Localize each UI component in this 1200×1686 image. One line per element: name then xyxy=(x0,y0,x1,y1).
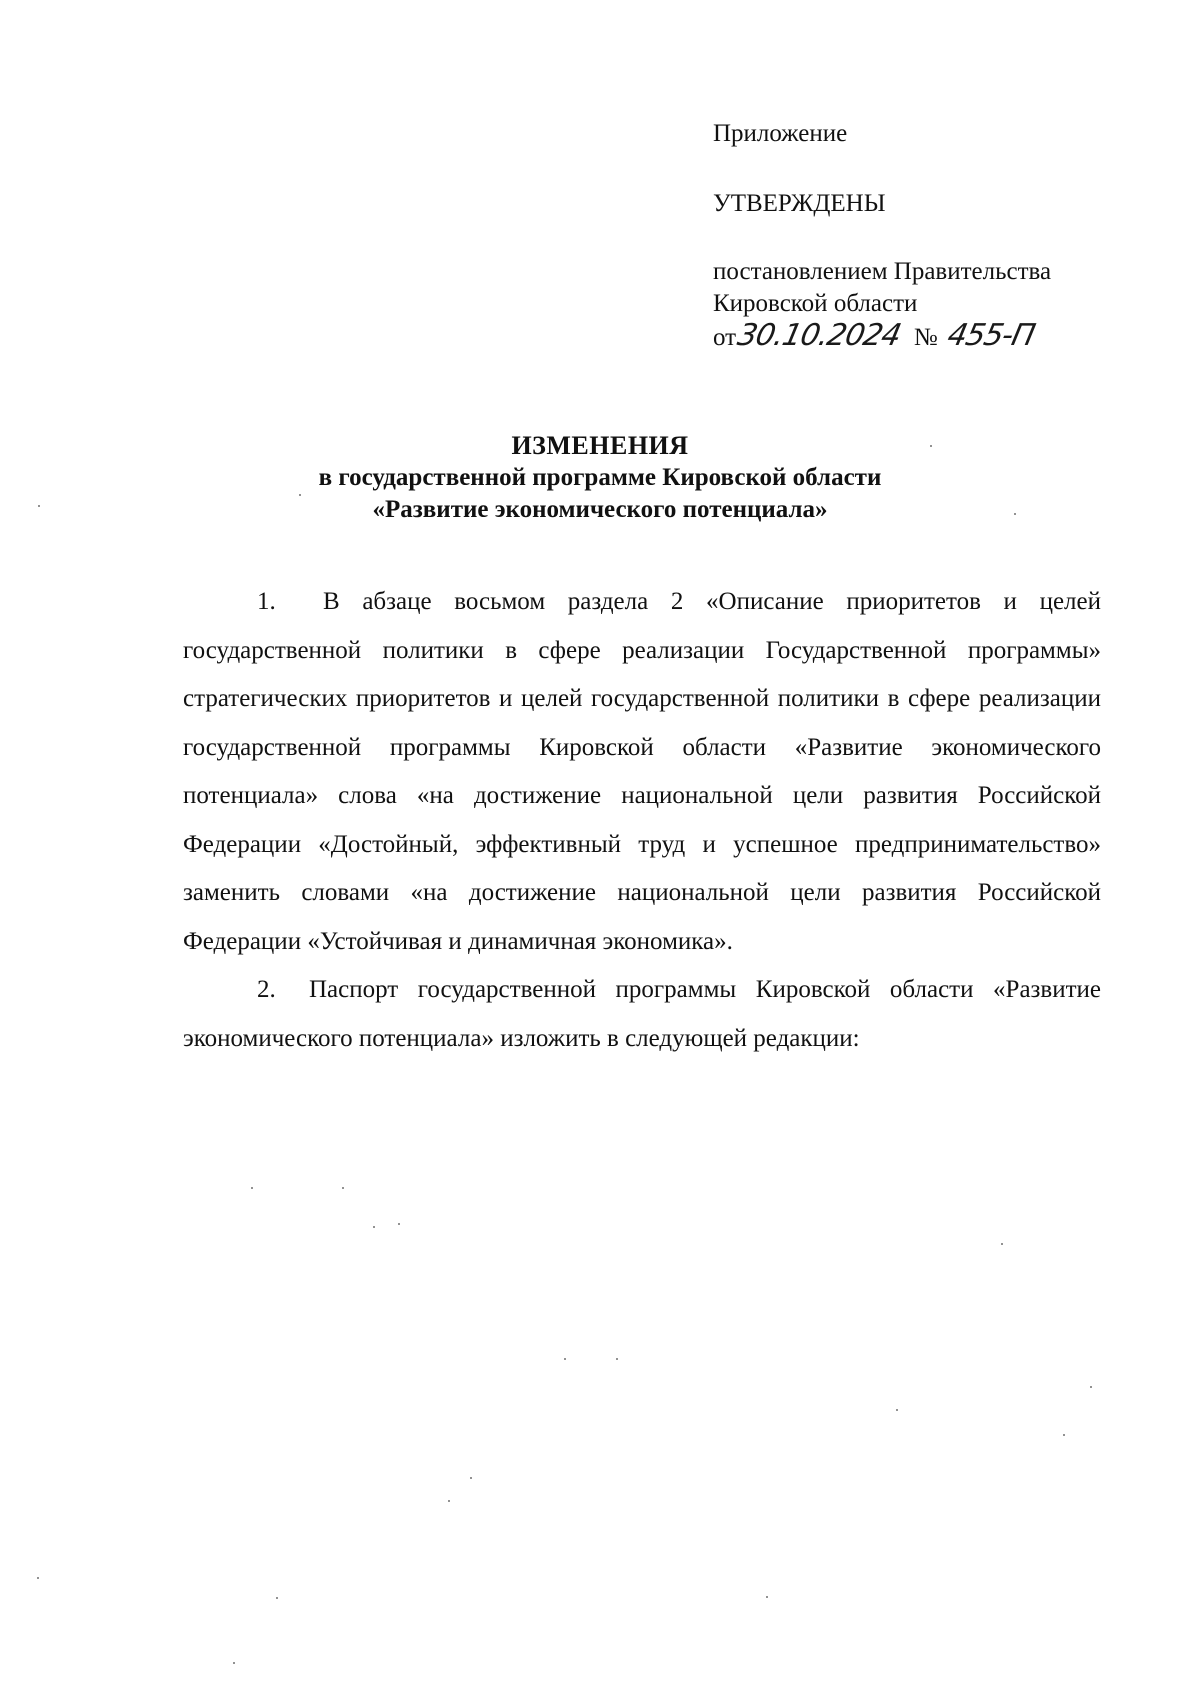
scan-speck xyxy=(1063,1434,1065,1436)
paragraph-2 xyxy=(183,966,1101,1063)
handwritten-date: 30.10.2024 xyxy=(734,318,904,353)
scan-speck xyxy=(1014,513,1016,515)
title-line-3: «Развитие экономического потенциала» xyxy=(372,496,828,523)
paragraph-number: 1. xyxy=(257,588,276,615)
title-line-2: в государственной программе Кировской области xyxy=(318,464,882,491)
approved-label: УТВЕРЖДЕНЫ xyxy=(713,190,886,217)
scan-speck xyxy=(896,1409,898,1411)
resolution-line: постановлением Правительства xyxy=(713,258,1052,285)
scan-speck xyxy=(342,1187,344,1189)
scan-speck xyxy=(373,1226,375,1228)
paragraph-text: Паспорт государственной программы Кировской области «Развитие экономического потенциала» изложить в следующей редакции: xyxy=(183,976,1101,1052)
number-sign: № xyxy=(913,324,938,351)
scan-speck xyxy=(398,1223,400,1225)
approval-block xyxy=(713,118,1133,354)
document-body xyxy=(183,578,1101,1063)
scan-speck xyxy=(251,1187,253,1189)
paragraph-text: В абзаце восьмом раздела 2 «Описание приоритетов и целей государственной политики в сфере реализации Государственной программы» стратегических приоритетов и целей государственной политики в сфере реализации государственной программы Кировской области «Развитие экономического потенциала» слова «на достижение национальной цели развития Российской Федерации «Достойный, эффективный труд и успешное предпринимательство» заменить словами «на достижение национальной цели развития Российской Федерации «Устойчивая и динамичная экономика». xyxy=(183,588,1101,955)
scan-speck xyxy=(1001,1243,1003,1245)
scan-speck xyxy=(564,1358,566,1360)
scan-speck xyxy=(930,445,932,447)
scan-speck xyxy=(1090,1386,1092,1388)
title-main: ИЗМЕНЕНИЯ xyxy=(511,431,689,460)
scan-speck xyxy=(766,1596,768,1598)
scan-speck xyxy=(616,1358,618,1360)
paragraph-1 xyxy=(183,578,1101,966)
date-number-line xyxy=(713,320,1133,354)
region-line: Кировской области xyxy=(713,290,918,317)
scan-speck xyxy=(233,1662,235,1664)
handwritten-number: 455-П xyxy=(944,318,1038,353)
date-prefix: от xyxy=(713,324,737,351)
appendix-label: Приложение xyxy=(713,120,848,147)
document-title xyxy=(0,430,1200,526)
scan-speck xyxy=(470,1477,472,1479)
paragraph-number: 2. xyxy=(257,976,276,1003)
scan-speck xyxy=(37,1577,39,1579)
scan-speck xyxy=(299,494,301,496)
scan-speck xyxy=(38,505,40,507)
scan-speck xyxy=(448,1500,450,1502)
scan-speck xyxy=(276,1597,278,1599)
